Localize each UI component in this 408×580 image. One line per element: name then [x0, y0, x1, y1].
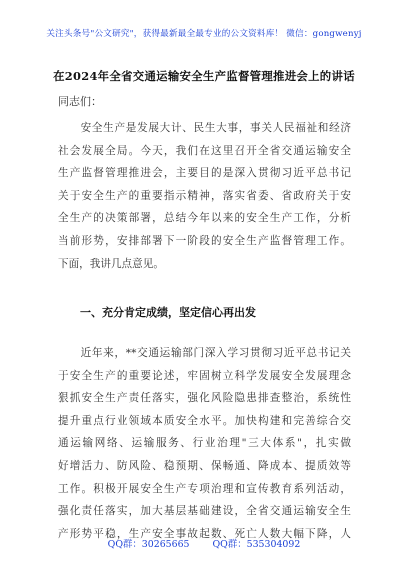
paragraph-intro: [58, 117, 351, 275]
paragraph-line: 生产监督管理推进会，主要目的是深入贯彻习近平总书记: [58, 167, 351, 180]
section-heading-1: 一、充分肯定成绩，坚定信心再出发: [80, 306, 256, 319]
paragraph-line: 提升重点行业领域本质安全水平。加快构建和完善综合交: [58, 414, 351, 427]
paragraph-line: 当前形势，安排部署下一阶段的安全生产监督管理工作。: [58, 234, 351, 247]
paragraph-line: 安全生产是发展大计、民生大事，事关人民福祉和经济: [58, 122, 351, 134]
paragraph-line: 于安全生产的重要论述，牢固树立科学发展安全发展理念: [58, 369, 351, 382]
paragraph-line: 工作。积极开展安全生产专项治理和宣传教育系列活动，: [58, 482, 351, 495]
paragraph-line: 强化责任落实，加大基层基础建设，全省交通运输安全生: [58, 505, 351, 518]
paragraph-line: 好增活力、防风险、稳预期、保畅通、降成本、提质效等: [58, 459, 351, 472]
footer-contacts: [0, 536, 408, 550]
paragraph-achievements: [58, 342, 351, 545]
paragraph-line: 全生产的决策部署，总结今年以来的安全生产工作，分析: [58, 212, 351, 225]
document-title: 在2024年全省交通运输安全生产监督管理推进会上的讲话: [53, 69, 355, 83]
paragraph-line: 关于安全生产的重要指示精神，落实省委、省政府关于安: [58, 189, 351, 202]
paragraph-line: 产形势平稳，生产安全事故起数、死亡人数大幅下降，人: [58, 527, 351, 540]
header-note: 关注头条号"公文研究"，获得最新最全最专业的公文资料库！ 微信：gongwenyj: [46, 29, 362, 39]
footer-qq-group-2: QQ群：535304092: [212, 539, 301, 550]
paragraph-line: 狠抓安全生产责任落实，强化风险隐患排查整治，系统性: [58, 392, 351, 405]
paragraph-line: 通运输网络、运输服务、行业治理"三大体系"，扎实做: [58, 437, 351, 450]
paragraph-line: 下面，我讲几点意见。: [58, 257, 164, 270]
footer-qq-group-1: QQ群：30265665: [107, 539, 190, 550]
paragraph-line: 社会发展全局。今天，我们在这里召开全省交通运输安全: [58, 144, 351, 157]
salutation: 同志们：: [58, 95, 102, 108]
paragraph-line: 近年来，**交通运输部门深入学习贯彻习近平总书记关: [58, 347, 351, 359]
